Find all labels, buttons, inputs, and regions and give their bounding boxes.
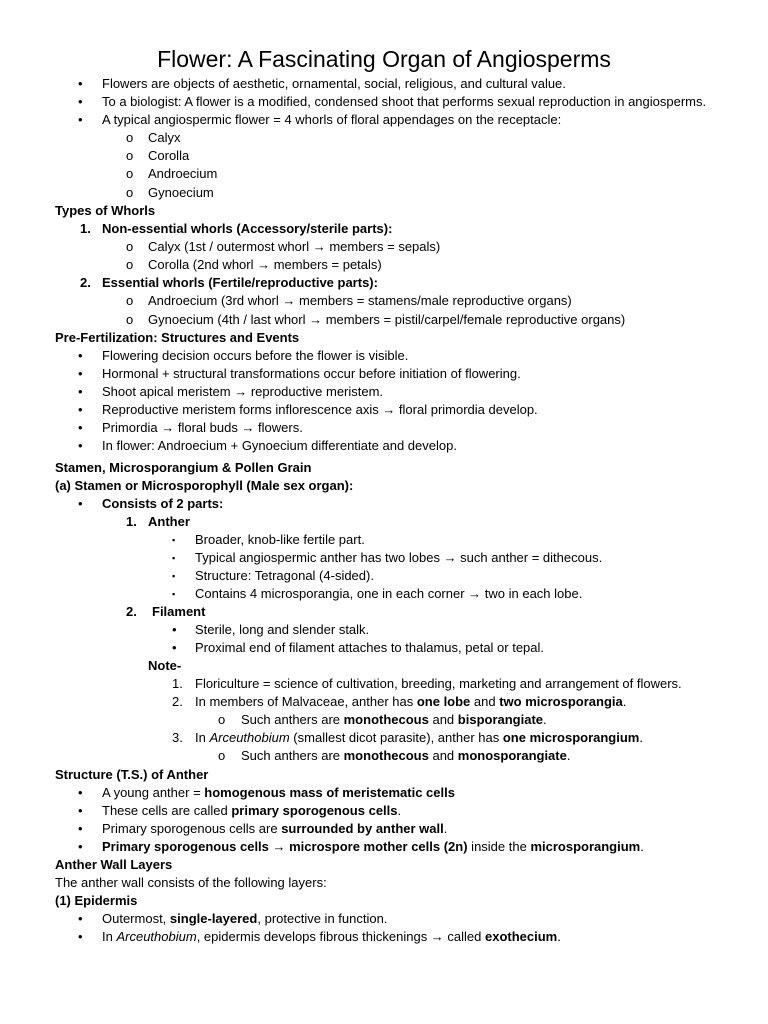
italic-text: Arceuthobium <box>116 929 197 944</box>
line-text <box>195 531 365 549</box>
bold-text: homogenous mass of meristematic cells <box>204 785 455 800</box>
text-run: Shoot apical meristem → reproductive meristem. <box>102 384 384 399</box>
bold-text: Anther <box>148 514 190 529</box>
line-text <box>195 639 544 657</box>
list-marker: 2. <box>126 604 137 619</box>
list-marker: o <box>126 293 134 308</box>
list-marker: o <box>126 257 134 272</box>
bold-text: primary sporogenous cells <box>231 803 398 818</box>
bold-text: single-layered <box>169 911 258 926</box>
line-text <box>148 292 572 310</box>
line-text <box>148 256 382 274</box>
line-text <box>102 802 401 820</box>
line-text <box>102 437 457 455</box>
text-run: Primary sporogenous cells are <box>102 821 282 836</box>
text-run: and <box>428 712 458 727</box>
bullet-marker: • <box>172 640 177 655</box>
bullet-marker: • <box>78 402 83 417</box>
bold-text: Anther Wall Layers <box>55 857 173 872</box>
line-text <box>148 657 181 675</box>
text-run: Gynoecium <box>148 185 214 200</box>
text-run: To a biologist: A flower is a modified, condensed shoot that performs sexual reproduction in angiosperms. <box>102 94 707 109</box>
list-marker: o <box>126 312 134 327</box>
bullet-marker: ▪ <box>172 571 176 581</box>
bullet-marker: • <box>78 929 83 944</box>
text-run: Primordia → floral buds → flowers. <box>102 420 303 435</box>
text-run: . <box>543 712 547 727</box>
line-text <box>148 129 181 147</box>
text-run: In members of Malvaceae, anther has <box>195 694 417 709</box>
list-marker: 2. <box>172 694 183 709</box>
text-run: , epidermis develops fibrous thickenings → called <box>196 929 485 944</box>
list-marker: o <box>126 185 134 200</box>
text-run: , protective in function. <box>257 911 388 926</box>
list-marker: 1. <box>80 221 91 236</box>
line-text <box>102 75 566 93</box>
bullet-marker: • <box>78 76 83 91</box>
list-marker: o <box>218 712 226 727</box>
bold-text: bisporangiate <box>457 712 544 727</box>
text-run: Corolla (2nd whorl → members = petals) <box>148 257 382 272</box>
bold-text: Consists of 2 parts: <box>102 496 224 511</box>
line-text <box>148 165 217 183</box>
line-text <box>55 477 353 495</box>
line-text <box>241 711 547 729</box>
bold-text: one microsporangium <box>502 730 640 745</box>
bullet-marker: • <box>78 348 83 363</box>
bullet-marker: • <box>78 839 83 854</box>
bold-text: monothecous <box>343 748 429 763</box>
bold-text: microsporangium <box>530 839 641 854</box>
line-text <box>148 513 190 531</box>
bullet-marker: • <box>78 821 83 836</box>
line-text <box>102 928 561 946</box>
text-run: Typical angiospermic anther has two lobes → such anther = dithecous. <box>195 550 603 565</box>
text-run: Proximal end of filament attaches to thalamus, petal or tepal. <box>195 640 545 655</box>
bold-text: Structure (T.S.) of Anther <box>55 767 209 782</box>
line-text <box>148 184 214 202</box>
line-text <box>195 621 369 639</box>
list-marker: o <box>218 748 226 763</box>
line-text <box>102 495 223 513</box>
line-text <box>55 202 155 220</box>
line-text <box>55 892 137 910</box>
text-run: Such anthers are <box>241 712 344 727</box>
line-text <box>55 459 311 477</box>
line-text <box>102 383 383 401</box>
text-run: . <box>566 748 571 763</box>
bullet-marker: • <box>78 785 83 800</box>
line-text <box>102 838 644 856</box>
text-run: Reproductive meristem forms inflorescence axis → floral primordia develop. <box>102 402 538 417</box>
text-run: . <box>557 929 561 944</box>
text-run: Outermost, <box>102 911 170 926</box>
bold-text: exothecium <box>485 929 558 944</box>
bold-text: monosporangiate <box>457 748 567 763</box>
bullet-marker: ▪ <box>172 589 176 599</box>
line-text <box>102 274 378 292</box>
line-text <box>195 729 643 747</box>
text-run: Floriculture = science of cultivation, breeding, marketing and arrangement of flowers. <box>195 676 682 691</box>
bold-text: Note- <box>148 658 182 673</box>
bold-text: Types of Whorls <box>55 203 156 218</box>
bold-text: surrounded by anther wall <box>281 821 444 836</box>
text-run: . <box>397 803 402 818</box>
bullet-marker: • <box>78 803 83 818</box>
bullet-marker: • <box>78 496 83 511</box>
text-run: . <box>639 730 643 745</box>
bold-text: (1) Epidermis <box>55 893 138 908</box>
bold-text: two microsporangia <box>499 694 623 709</box>
bullet-marker: • <box>78 94 83 109</box>
line-text <box>148 238 440 256</box>
text-run: A young anther = <box>102 785 205 800</box>
line-text <box>195 567 374 585</box>
line-text <box>102 347 408 365</box>
text-run: The anther wall consists of the following layers: <box>55 875 327 890</box>
bullet-marker: • <box>172 622 177 637</box>
line-text <box>102 220 392 238</box>
list-marker: o <box>126 239 134 254</box>
text-run: and <box>470 694 500 709</box>
text-run: These cells are called <box>102 803 232 818</box>
line-text <box>195 693 626 711</box>
line-text <box>102 820 447 838</box>
line-text <box>152 603 205 621</box>
bold-text: (a) Stamen or Microsporophyll (Male sex organ): <box>55 478 354 493</box>
line-text <box>55 329 299 347</box>
list-marker: 3. <box>172 730 183 745</box>
bold-text: monothecous <box>343 712 429 727</box>
list-marker: o <box>126 130 134 145</box>
line-text <box>148 147 189 165</box>
line-text <box>195 549 602 567</box>
text-run: Flowers are objects of aesthetic, ornamental, social, religious, and cultural value. <box>102 76 566 91</box>
bold-text: Pre-Fertilization: Structures and Events <box>55 330 300 345</box>
text-run: inside the <box>467 839 531 854</box>
line-text <box>195 675 682 693</box>
text-run: Such anthers are <box>241 748 344 763</box>
text-run: Sterile, long and slender stalk. <box>195 622 370 637</box>
line-text <box>102 401 538 419</box>
text-run: and <box>428 748 458 763</box>
text-run: Corolla <box>148 148 190 163</box>
bullet-marker: • <box>78 366 83 381</box>
line-text <box>55 874 327 892</box>
bullet-marker: • <box>78 384 83 399</box>
line-text <box>195 585 582 603</box>
text-run: A typical angiospermic flower = 4 whorls of floral appendages on the receptacle: <box>102 112 562 127</box>
line-text <box>55 856 172 874</box>
line-text <box>102 365 521 383</box>
text-run: Androecium (3rd whorl → members = stamens/male reproductive organs) <box>148 293 572 308</box>
text-run: Gynoecium (4th / last whorl → members = pistil/carpel/female reproductive organs) <box>148 312 626 327</box>
bold-text: Non-essential whorls (Accessory/sterile parts): <box>102 221 393 236</box>
line-text <box>55 766 208 784</box>
text-run: Calyx (1st / outermost whorl → members = sepals) <box>148 239 441 254</box>
bold-text: Stamen, Microsporangium & Pollen Grain <box>55 460 312 475</box>
line-text <box>148 311 625 329</box>
text-run: Structure: Tetragonal (4-sided). <box>195 568 374 583</box>
bold-text: Filament <box>152 604 206 619</box>
line-text <box>102 910 387 928</box>
bullet-marker: ▪ <box>172 535 176 545</box>
text-run: In flower: Androecium + Gynoecium differentiate and develop. <box>102 438 457 453</box>
text-run: . <box>622 694 627 709</box>
list-marker: o <box>126 148 134 163</box>
text-run: Calyx <box>148 130 181 145</box>
italic-text: Arceuthobium <box>209 730 290 745</box>
list-marker: o <box>126 166 134 181</box>
text-run: Broader, knob-like fertile part. <box>195 532 365 547</box>
list-marker: 1. <box>126 514 137 529</box>
bullet-marker: • <box>78 420 83 435</box>
bullet-marker: • <box>78 911 83 926</box>
line-text <box>241 747 570 765</box>
list-marker: 2. <box>80 275 91 290</box>
bold-text: Essential whorls (Fertile/reproductive parts): <box>102 275 378 290</box>
line-text <box>102 111 561 129</box>
bullet-marker: ▪ <box>172 553 176 563</box>
text-run: . <box>443 821 448 836</box>
page-title: Flower: A Fascinating Organ of Angiosperms <box>157 46 611 72</box>
bullet-marker: • <box>78 112 83 127</box>
line-text <box>102 419 303 437</box>
line-text <box>102 784 455 802</box>
list-marker: 1. <box>172 676 183 691</box>
text-run: Flowering decision occurs before the flower is visible. <box>102 348 409 363</box>
text-run: In <box>195 730 210 745</box>
bullet-marker: • <box>78 438 83 453</box>
bold-text: one lobe <box>416 694 471 709</box>
text-run: (smallest dicot parasite), anther has <box>289 730 503 745</box>
text-run: Hormonal + structural transformations occur before initiation of flowering. <box>102 366 521 381</box>
text-run: Androecium <box>148 166 218 181</box>
text-run: . <box>640 839 644 854</box>
text-run: Contains 4 microsporangia, one in each corner → two in each lobe. <box>195 586 583 601</box>
text-run: In <box>102 929 117 944</box>
line-text <box>102 93 706 111</box>
bold-text: Primary sporogenous cells → microspore mother cells (2n) <box>102 839 468 854</box>
